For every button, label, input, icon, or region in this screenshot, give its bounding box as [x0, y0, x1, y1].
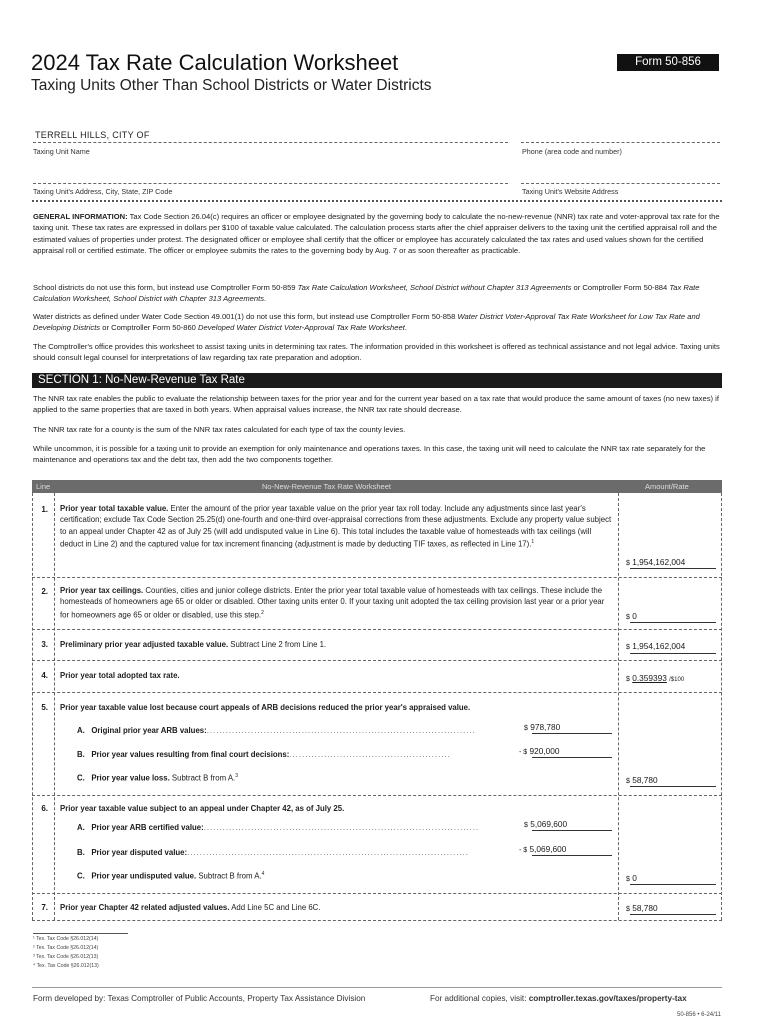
line-5b-letter: B.: [77, 750, 85, 759]
phone-label: Phone (area code and number): [522, 147, 622, 156]
footer-credit: Form developed by: Texas Comptroller of Public Accounts, Property Tax Assistance Division: [33, 994, 366, 1003]
section-1-header: SECTION 1: No-New-Revenue Tax Rate: [32, 373, 722, 388]
address-label: Taxing Unit's Address, City, State, ZIP Code: [33, 187, 173, 196]
line-6-number: 6.: [41, 804, 48, 813]
line-5a-letter: A.: [77, 726, 85, 735]
line-6b-letter: B.: [77, 848, 85, 857]
line-7-currency: $: [626, 906, 630, 913]
line-5b-label: Prior year values resulting from final court decisions:: [91, 750, 290, 759]
row-divider-5: [32, 795, 722, 796]
line-5-number: 5.: [41, 703, 48, 712]
line-7-value: 58,780: [632, 903, 658, 913]
section-1-paragraph-2: The NNR tax rate for a county is the sum of the NNR tax rates calculated for each type of tax the county levies.: [33, 425, 406, 434]
school-text-a: School districts do not use this form, but instead use Comptroller Form 50-859: [33, 283, 298, 292]
row-divider-1: [32, 577, 722, 578]
line-1-title: Prior year total taxable value.: [60, 504, 169, 513]
line-3-value: 1,954,162,004: [632, 641, 686, 651]
line-1-text: Enter the amount of the prior year taxable value on the prior year tax roll today. Include any adjustments since last year's certification; exclude Tax Code Section 25.25(d) one-fourth and one-third over-appraisal corrections from these adjustments. Exclude any property value subject to an appeal under Chapter 42 as of July 25 (will add undisputed value in Line 6). This total includes the taxable value of homesteads with tax ceilings (will deduct in Line 2) and the captured value for tax increment financing (adjustment is made by deducting TIF taxes, as reflected in Line 17).: [60, 504, 612, 549]
water-form-50-860: Developed Water District Voter-Approval Tax Rate Worksheet: [198, 323, 405, 333]
line-3-amount: [626, 641, 685, 651]
line-7-description: [60, 902, 615, 913]
website-line: [521, 183, 720, 184]
line-5b-leader: ...................................................: [289, 750, 451, 759]
water-text-e: .: [404, 323, 407, 333]
general-information-paragraph: [33, 211, 723, 256]
line-col-divider: [54, 493, 55, 920]
footer-copies-link[interactable]: comptroller.texas.gov/taxes/property-tax: [528, 994, 687, 1003]
line-5a-label: Original prior year ARB values:: [91, 726, 207, 735]
water-form-50-858: Water District Voter-Approval Tax Rate Worksheet for Low Tax Rate and Developing Districts: [33, 312, 700, 333]
line-4-currency: $: [626, 676, 630, 683]
form-number-badge: Form 50-856: [617, 54, 719, 71]
line-6c-row: [77, 871, 264, 881]
line-6c-value: 0: [632, 873, 637, 883]
header-divider: [32, 200, 722, 202]
line-2-currency: $: [626, 614, 630, 621]
line-6c-underline: [630, 884, 716, 885]
water-districts-paragraph: [33, 311, 723, 334]
line-6c-currency: $: [626, 876, 630, 883]
line-6a-leader: .......................................................................................: [203, 823, 480, 832]
row-divider-4: [32, 692, 722, 693]
line-5b-underline: [532, 757, 612, 758]
footer-copies: [430, 994, 687, 1003]
table-bottom: [32, 920, 722, 921]
line-7-title: Prior year Chapter 42 related adjusted values.: [60, 903, 230, 912]
line-5c-letter: C.: [77, 773, 85, 783]
footer-rule: [32, 987, 722, 988]
line-2-text: Counties, cities and junior college districts. Enter the prior year total taxable value of homesteads with tax ceilings. These include the homesteads of homeowners age 65 or older or disabled. Other taxing units enter 0. If your taxing unit adopted the tax ceiling provision last year or a prior year for homeowners age 65 or older or disabled, use this step.: [60, 586, 605, 620]
general-information-label: GENERAL INFORMATION:: [33, 212, 128, 221]
footnote-rule: [33, 933, 128, 934]
line-2-amount: [626, 611, 637, 621]
line-6a-amount: [524, 819, 567, 829]
line-1-currency: $: [626, 560, 630, 567]
line-6c-amount: [626, 873, 637, 883]
page-title: 2024 Tax Rate Calculation Worksheet: [31, 50, 399, 75]
line-6b-leader: .........................................................................................: [187, 848, 469, 857]
water-text-a: Water districts as defined under Water Code Section 49.001(1) do not use this form, but instead use Comptroller Form 50-858: [33, 312, 458, 321]
col-activity-header: No-New-Revenue Tax Rate Worksheet: [262, 482, 391, 491]
amount-col-divider: [618, 493, 619, 920]
taxing-unit-name-label: Taxing Unit Name: [33, 147, 90, 156]
line-6a-underline: [532, 830, 612, 831]
line-6-title: Prior year taxable value subject to an appeal under Chapter 42, as of July 25.: [60, 804, 345, 813]
line-3-description: [60, 639, 615, 650]
taxing-unit-name-value: TERRELL HILLS, CITY OF: [35, 130, 150, 140]
line-6a-row: [77, 823, 479, 832]
water-text-c: or Comptroller Form 50-860: [100, 323, 199, 333]
line-1-description: [60, 503, 615, 550]
line-7-number: 7.: [41, 903, 48, 912]
line-4-amount: [626, 673, 684, 683]
line-5b-row: [77, 750, 451, 759]
line-4-description: [60, 670, 615, 681]
line-6c-footnote: 4: [261, 871, 265, 877]
line-4-per-100: /$100: [669, 677, 685, 683]
line-1-footnote: 1: [531, 538, 535, 545]
line-5c-row: [77, 773, 238, 783]
line-5c-text: Subtract B from A.: [169, 773, 236, 783]
line-1-amount: [626, 557, 685, 567]
section-1-paragraph-3: While uncommon, it is possible for a taxing unit to provide an exemption for only maintenance and operations taxes. In this case, the taxing unit will need to calculate the NNR tax rate separately for the maintenance and operations tax and the debt tax, then add the two components together.: [33, 444, 706, 465]
line-3-text: Subtract Line 2 from Line 1.: [228, 640, 327, 649]
table-right-border: [721, 493, 722, 920]
line-5a-amount: [524, 722, 560, 732]
line-1-value: 1,954,162,004: [632, 557, 686, 567]
line-4-number: 4.: [41, 671, 48, 680]
line-5c-amount: [626, 775, 658, 785]
line-7-underline: [630, 914, 716, 915]
footnote-1: ¹ Tex. Tax Code §26.012(14): [33, 936, 99, 942]
line-6c-label: Prior year undisputed value.: [91, 871, 197, 881]
line-6b-value: 5,069,600: [529, 844, 567, 854]
line-1-amount-underline: [630, 568, 716, 569]
line-6b-currency: - $: [519, 847, 528, 854]
col-amount-header: Amount/Rate: [645, 482, 689, 491]
line-5a-row: [77, 726, 476, 735]
footer-copies-text: For additional copies, visit:: [430, 994, 529, 1003]
worksheet-table-header: [32, 480, 722, 493]
line-2-footnote: 2: [261, 609, 264, 616]
school-text-c: or Comptroller Form 50-884: [571, 283, 670, 292]
line-4-value: 0.359393: [632, 673, 667, 683]
line-6c-text: Subtract B from A.: [196, 871, 262, 881]
line-5a-underline: [532, 733, 612, 734]
footnote-2: ² Tex. Tax Code §26.012(14): [33, 945, 99, 951]
taxing-unit-name-line: [33, 142, 508, 143]
line-6a-letter: A.: [77, 823, 85, 832]
row-divider-3: [32, 660, 722, 661]
line-2-amount-underline: [630, 622, 716, 623]
row-divider-6: [32, 893, 722, 894]
line-3-amount-underline: [630, 653, 716, 654]
line-1-number: 1.: [41, 505, 48, 514]
line-5a-leader: .....................................................................................: [206, 726, 476, 735]
line-5c-label: Prior year value loss.: [91, 773, 170, 783]
line-7-amount: [626, 903, 658, 913]
section-1-paragraph-1: The NNR tax rate enables the public to evaluate the relationship between taxes for the prior year and for the current year based on a tax rate that would produce the same amount of taxes (no new taxes) if applied to the same properties that are taxed in both years. When appraisal values increase, the NNR tax rate should decrease.: [33, 394, 719, 415]
line-6c-letter: C.: [77, 871, 85, 881]
form-revision-number: 50-856 • 6-24/11: [677, 1012, 722, 1018]
line-5a-currency: $: [524, 725, 528, 732]
line-5c-footnote: 3: [235, 773, 238, 779]
line-2-description: [60, 585, 615, 620]
line-3-number: 3.: [41, 640, 48, 649]
line-5-description: [60, 702, 615, 713]
line-3-title: Preliminary prior year adjusted taxable value.: [60, 640, 229, 649]
line-5b-amount: [519, 746, 559, 756]
general-information-text: Tax Code Section 26.04(c) requires an officer or employee designated by the governing body to calculate the no-new-revenue (NNR) tax rate and voter-approval tax rate for the taxing unit. These tax rates are expressed in dollars per $100 of taxable value calculated. The calculation process starts after the chief appraiser delivers to the taxing unit the certified appraisal roll and the estimated values of properties under protest. The designated officer or employee shall certify that the officer or employee has accurately calculated the tax rates and used values shown for the certified appraisal roll or certified estimate. The officer or employee submits the rates to the governing body by Aug. 7 or as soon thereafter as practicable.: [33, 212, 720, 255]
line-5c-underline: [630, 786, 716, 787]
line-3-currency: $: [626, 644, 630, 651]
footnote-3: ³ Tex. Tax Code §26.012(13): [33, 954, 99, 960]
line-5c-currency: $: [626, 778, 630, 785]
phone-line: [521, 142, 720, 143]
line-6b-amount: [519, 844, 566, 854]
footnote-4: ⁴ Tex. Tax Code §26.012(13): [33, 963, 99, 969]
line-2-number: 2.: [41, 587, 48, 596]
school-form-50-884: Tax Rate Calculation Worksheet, School District with Chapter 313 Agreements: [33, 283, 700, 304]
line-5b-value: 920,000: [529, 746, 560, 756]
page-subtitle: Taxing Units Other Than School Districts or Water Districts: [31, 77, 432, 94]
col-line-header: Line: [36, 482, 51, 491]
school-districts-paragraph: [33, 282, 723, 305]
line-7-text: Add Line 5C and Line 6C.: [229, 903, 321, 912]
line-2-title: Prior year tax ceilings.: [60, 586, 144, 595]
line-6-description: [60, 803, 615, 814]
website-label: Taxing Unit's Website Address: [522, 187, 619, 196]
line-4-title: Prior year total adopted tax rate.: [60, 671, 180, 680]
line-5a-value: 978,780: [530, 722, 561, 732]
line-5b-currency: - $: [519, 749, 528, 756]
line-6a-currency: $: [524, 822, 528, 829]
line-5-title: Prior year taxable value lost because court appeals of ARB decisions reduced the prior year's appraised value.: [60, 703, 471, 712]
line-6a-label: Prior year ARB certified value:: [91, 823, 204, 832]
comptroller-paragraph: The Comptroller's office provides this worksheet to assist taxing units in determining tax rates. The information provided in this worksheet is offered as technical assistance and not legal advice. Taxing units should consult legal counsel for interpretations of law regarding tax rate preparation and adoption.: [33, 342, 720, 363]
line-6b-underline: [532, 855, 612, 856]
school-text-e: .: [264, 294, 267, 304]
line-6b-row: [77, 848, 469, 857]
line-6a-value: 5,069,600: [530, 819, 568, 829]
row-divider-2: [32, 629, 722, 630]
line-5c-value: 58,780: [632, 775, 658, 785]
line-6b-label: Prior year disputed value:: [91, 848, 188, 857]
address-line: [33, 183, 508, 184]
school-form-50-859: Tax Rate Calculation Worksheet, School District without Chapter 313 Agreements: [297, 283, 572, 292]
line-2-value: 0: [632, 611, 637, 621]
